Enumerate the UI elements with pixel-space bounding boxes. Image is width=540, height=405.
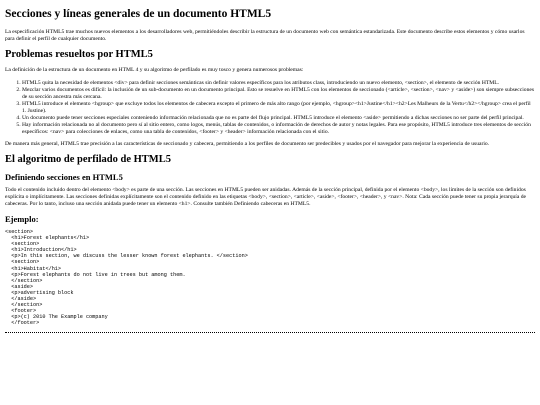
dotted-divider: [5, 331, 535, 333]
sections-subheading: Definiendo secciones en HTML5: [5, 172, 123, 182]
list-item: 4. Un documento puede tener secciones especiales conteniendo información relacionada que no es parte del flujo principal. HTML5 introduce el elemento <aside> permitiendo a dichas secciones no ser parte del perfil principal.: [22, 115, 535, 122]
example-heading: Ejemplo:: [5, 214, 39, 224]
list-item: 1. HTML5 quita la necesidad de elementos <div> para definir secciones semánticas sin definir valores específicos para los atributos class, introduciendo un nuevo elemento, <section>, el elemento de sección HTML.: [22, 80, 535, 87]
problems-list: [5, 80, 535, 136]
list-item: 5. Hay información relacionada no al documento pero sí al sitio entero, como logos, menús, tablas de contenidos, o información de derechos de autor y notas legales. Para ese propósito, HTML5 introduce tres elementos de sección específicos: <nav> para colecciones de enlaces, como una tabla de contenidos, <footer> y <header> información relacionada con el sitio.: [22, 122, 535, 136]
list-item: 2. Mezclar varios documentos es difícil: la inclusión de un sub-documento en un documento principal. Esto se resuelve en HTML5 con los elementos de seccionado (<article>, <section>, <nav> y <aside>) son siempre subsecciones de su sección ancestra más cercana.: [22, 87, 535, 101]
problems-lead: La definición de la estructura de un documento en HTML 4 y su algoritmo de perfilado es muy tosco y genera numerosos problemas:: [5, 67, 304, 73]
problems-summary: De manera más general, HTML5 trae precisión a las características de seccionado y cabecera, permitiendo a los perfiles de documento ser predecibles y usados por el navegador para mejorar la experiencia de usuario.: [5, 141, 490, 147]
list-item: 3. HTML5 introduce el elemento <hgroup> que excluye todos los elementos de cabecera excepto el primero de más alto rango (por ejemplo, <hgroup><h1>Justine</h1><h2>Les Malheurs de la Vertu</h2></hgroup> crea el perfil 1. Justine).: [22, 101, 535, 115]
code-example: <section> <h1>Forest elephants</h1> <section> <h1>Introduction</h1> <p>In this section, we discuss the lesser known forest elephants. </section> <section> <h1>Habitat</h1> <p>Forest elephants do not live in trees but among them. </section> <aside> <p>advertising block </aside> </section> <footer> <p>(c) 2010 The Example company </footer>: [5, 229, 248, 327]
page-title: Secciones y líneas generales de un documento HTML5: [5, 8, 272, 20]
sections-paragraph: Todo el contenido incluido dentro del elemento <body> es parte de una sección. Las secciones en HTML5 pueden ser anidadas. Además de la sección principal, definida por el elemento <body>, los límites de la sección son definidos explícita o implícitamente. Las secciones definidas explícitamente son el contenido definido en las etiquetas <body>, <section>, <article>, <aside>, <footer>, <header>, y <nav>. Nota: Cada sección puede tener su propia jerarquía de cabeceras. Por lo tanto, incluso una sección anidada puede tener un elemento <h1>. Consulte también Definiendo cabeceras en HTML5.: [5, 187, 527, 207]
algorithm-heading: El algoritmo de perfilado de HTML5: [5, 154, 171, 165]
problems-heading: Problemas resueltos por HTML5: [5, 49, 153, 60]
intro-paragraph: La especificación HTML5 trae muchos nuevos elementos a los desarrolladores web, permitiéndoles describir la estructura de un documento web con semántica estandarizada. Este documento describe estos elementos y cómo usarlos para definir el perfil de cualquier documento.: [5, 29, 525, 42]
